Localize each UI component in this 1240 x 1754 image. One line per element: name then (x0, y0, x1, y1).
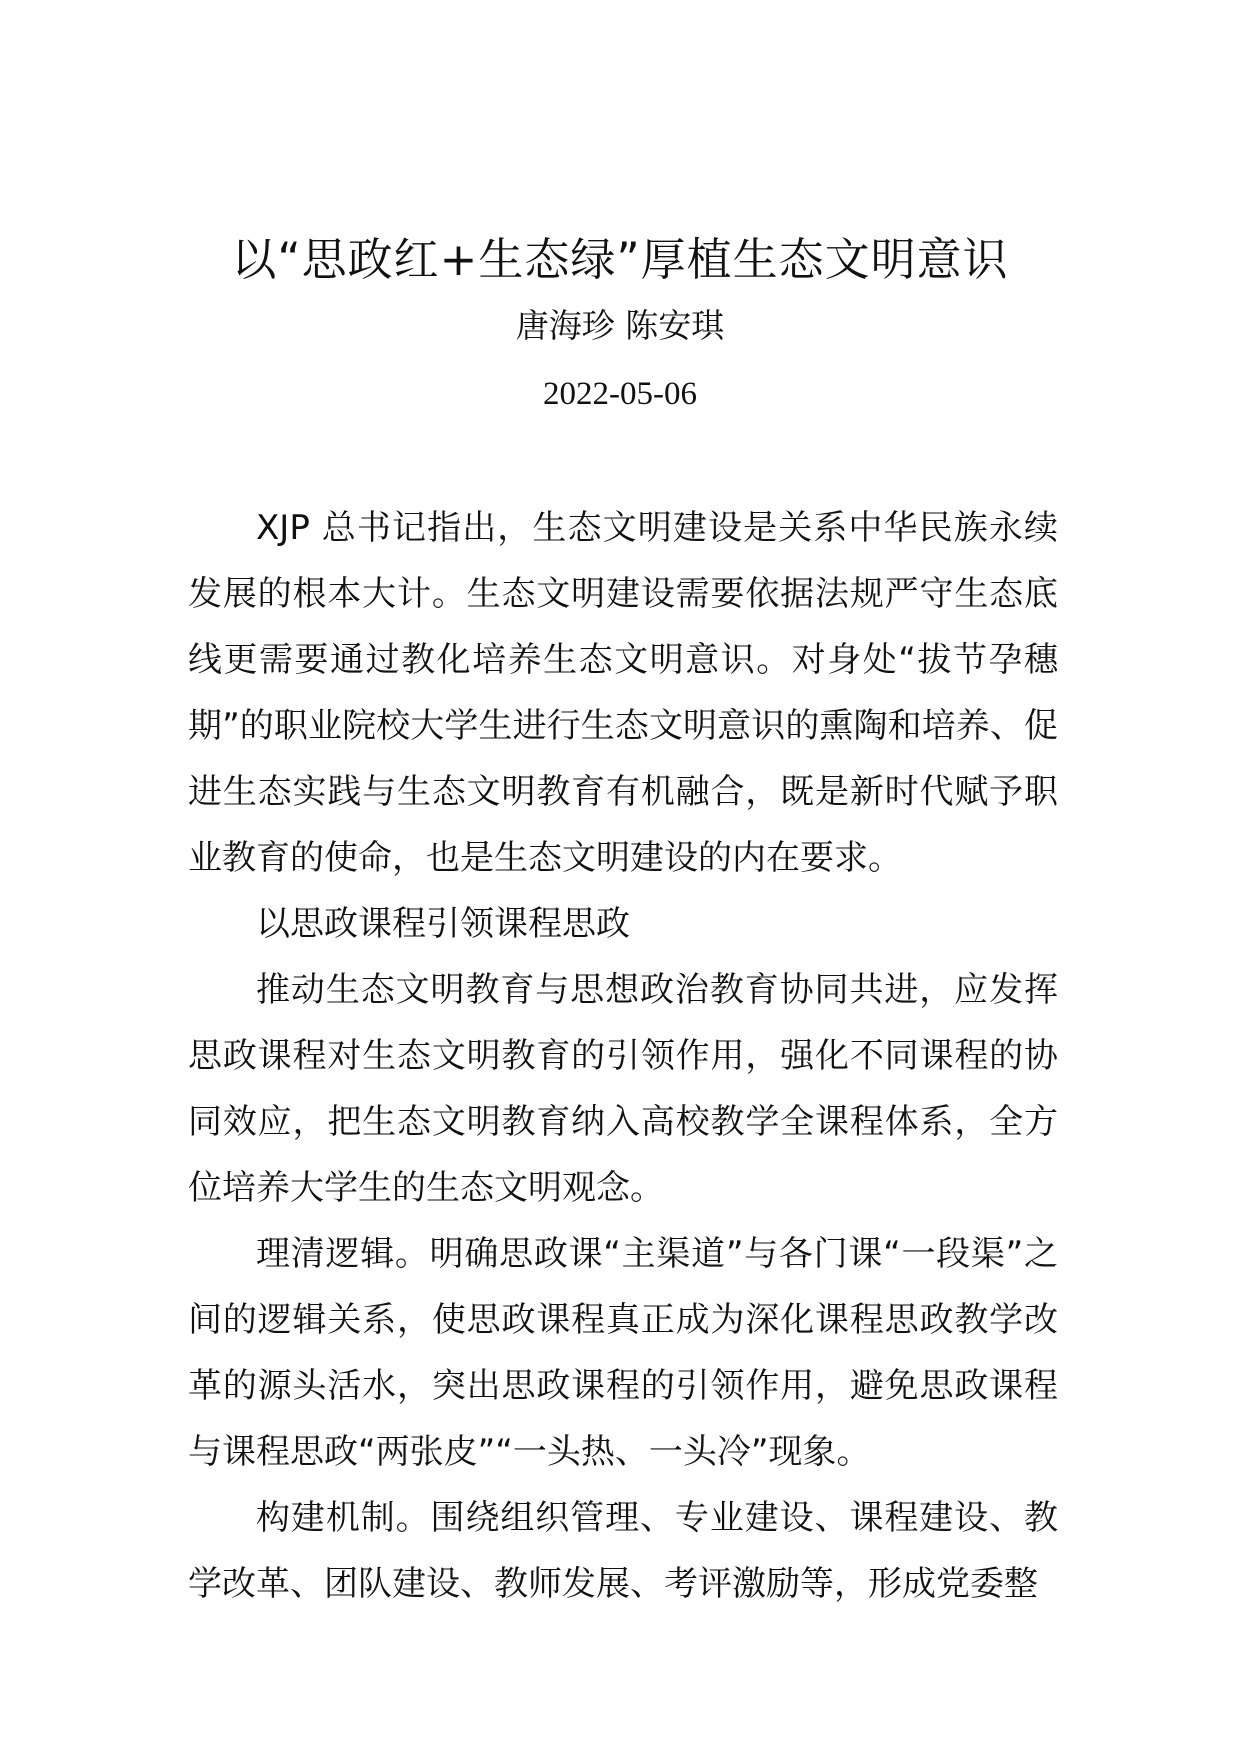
document-authors: 唐海珍 陈安琪 (515, 306, 725, 345)
document-body (188, 495, 1058, 1617)
section-heading: 以思政课程引领课程思政 (256, 904, 630, 944)
body-paragraph-1: XJP 总书记指出，生态文明建设是关系中华民族永续发展的根本大计。生态文明建设需要依据法规严守生态底线更需要通过教化培养生态文明意识。对身处“拔节孕穗期”的职业院校大学生进行生态文明意识的熏陶和培养、促进生态实践与生态文明教育有机融合，既是新时代赋予职业教育的使命，也是生态文明建设的内在要求。 (188, 508, 1058, 878)
body-paragraph-2: 推动生态文明教育与思想政治教育协同共进，应发挥思政课程对生态文明教育的引领作用，强化不同课程的协同效应，把生态文明教育纳入高校教学全课程体系，全方位培养大学生的生态文明观念。 (188, 970, 1058, 1208)
document-title: 以“思政红+生态绿”厚植生态文明意识 (231, 233, 1009, 286)
document-date: 2022-05-06 (543, 376, 697, 412)
body-paragraph-4: 构建机制。围绕组织管理、专业建设、课程建设、教学改革、团队建设、教师发展、考评激励等，形成党委整 (188, 1498, 1058, 1604)
body-paragraph-3: 理清逻辑。明确思政课“主渠道”与各门课“一段渠”之间的逻辑关系，使思政课程真正成为深化课程思政教学改革的源头活水，突出思政课程的引领作用，避免思政课程与课程思政“两张皮”“一头热、一头冷”现象。 (188, 1234, 1058, 1472)
